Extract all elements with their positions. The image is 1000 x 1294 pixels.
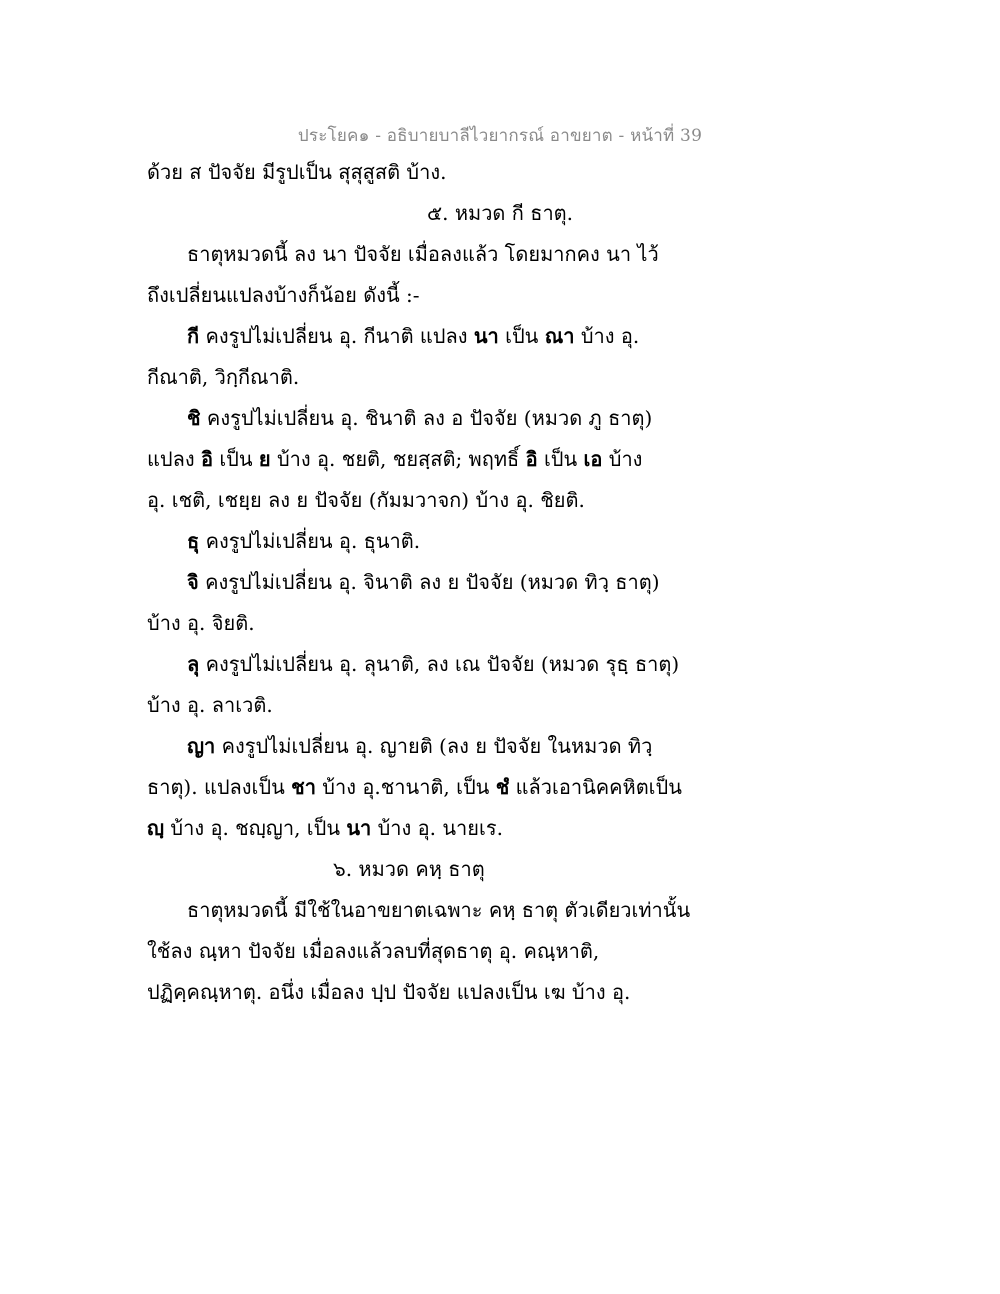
text-line-4: ถึงเปลี่ยนแปลงบ้างก็น้อย ดังนี้ :- [147, 283, 420, 307]
text-line-13 [187, 652, 679, 676]
text-line-11 [187, 570, 660, 594]
text-span: บ้าง อุ. ชยติ, ชยสฺสติ; พฤทธิ์ [270, 447, 526, 471]
text-span: เป็น [537, 447, 584, 471]
text-span: คงรูปไม่เปลี่ยน อุ. ธุนาติ. [199, 529, 421, 553]
term-i: อิ [525, 447, 538, 471]
text-line-3: ธาตุหมวดนี้ ลง นา ปัจจัย เมื่อลงแล้ว โดยมากคง นา ไว้ [187, 242, 659, 266]
text-line-15 [187, 734, 652, 758]
text-line-20: ใช้ลง ณฺหา ปัจจัย เมื่อลงแล้วลบที่สุดธาตุ อุ. คณฺหาติ, [147, 939, 600, 963]
text-line-1: ด้วย ส ปัจจัย มีรูปเป็น สุสุสูสติ บ้าง. [147, 160, 447, 184]
term-nnaa: ณา [544, 324, 575, 348]
term-ny: ญฺ [147, 816, 165, 840]
term-naa: นา [346, 816, 372, 840]
term-lu: ลุ [187, 652, 200, 676]
text-span: บ้าง อุ.ชานาติ, เป็น [315, 775, 496, 799]
text-line-21: ปฏิคฺคณฺหาตุ. อนึ่ง เมื่อลง ปฺป ปัจจัย แปลงเป็น เฆ บ้าง อุ. [147, 980, 631, 1004]
text-span: บ้าง อุ. ชญฺญา, เป็น [164, 816, 347, 840]
text-line-16 [147, 775, 682, 799]
term-ci: จิ [187, 570, 199, 594]
text-span: เป็น [212, 447, 259, 471]
page-header: ประโยค๑ - อธิบายบาลีไวยากรณ์ อาขยาต - หน้าที่ 39 [297, 126, 703, 146]
text-line-12: บ้าง อุ. จิยติ. [147, 611, 255, 635]
section-heading-5: ๕. หมวด กี ธาตุ. [426, 201, 574, 225]
text-span: บ้าง [602, 447, 643, 471]
text-span: คงรูปไม่เปลี่ยน อุ. ญายติ (ลง ย ปัจจัย ในหมวด ทิวฺ [215, 734, 653, 758]
text-span: คงรูปไม่เปลี่ยน อุ. จินาติ ลง ย ปัจจัย (หมวด ทิวฺ ธาตุ) [198, 570, 660, 594]
text-span: คงรูปไม่เปลี่ยน อุ. ลุนาติ, ลง เณ ปัจจัย (หมวด รุธฺ ธาตุ) [199, 652, 680, 676]
text-span: เป็น [498, 324, 545, 348]
text-span: บ้าง อุ. [574, 324, 640, 348]
term-ya: ย [258, 447, 271, 471]
text-span: คงรูปไม่เปลี่ยน อุ. ชินาติ ลง อ ปัจจัย (หมวด ภู ธาตุ) [200, 406, 653, 430]
term-chaa: ชา [291, 775, 316, 799]
text-line-7 [187, 406, 652, 430]
text-line-10 [187, 529, 420, 553]
term-cham: ชํ [495, 775, 510, 799]
text-line-5 [187, 324, 639, 348]
term-chi: ชิ [187, 406, 201, 430]
term-dhu: ธุ [187, 529, 200, 553]
text-line-14: บ้าง อุ. ลาเวติ. [147, 693, 273, 717]
term-naa: นา [473, 324, 499, 348]
term-i: อิ [200, 447, 213, 471]
term-e: เอ [583, 447, 603, 471]
term-kii: กี [187, 324, 200, 348]
text-span: คงรูปไม่เปลี่ยน อุ. กีนาติ แปลง [199, 324, 474, 348]
text-line-19: ธาตุหมวดนี้ มีใช้ในอาขยาตเฉพาะ คหฺ ธาตุ ตัวเดียวเท่านั้น [187, 898, 691, 922]
section-heading-6: ๖. หมวด คหฺ ธาตุ [333, 857, 485, 881]
text-span: แปลง [147, 447, 201, 471]
term-nyaa: ญา [187, 734, 216, 758]
text-span: บ้าง อุ. นายเร. [371, 816, 503, 840]
text-line-6: กีณาติ, วิกฺกีณาติ. [147, 365, 300, 389]
text-line-8 [147, 447, 642, 471]
text-line-17 [147, 816, 503, 840]
text-span: ธาตุ). แปลงเป็น [147, 775, 292, 799]
text-span: แล้วเอานิคคหิตเป็น [509, 775, 682, 799]
text-line-9: อุ. เชติ, เชยฺย ลง ย ปัจจัย (กัมมวาจก) บ้าง อุ. ชิยติ. [147, 488, 585, 512]
